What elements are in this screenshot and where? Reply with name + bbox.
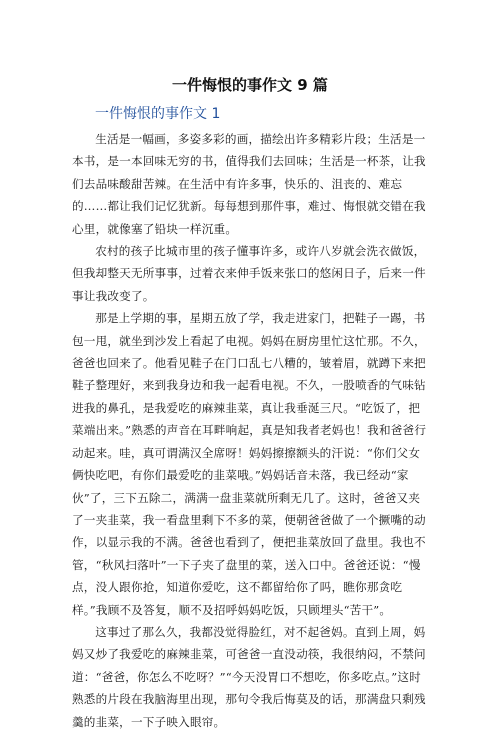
document-body: [72, 128, 427, 733]
paragraph: 农村的孩子比城市里的孩子懂事许多，或许八岁就会洗衣做饭，但我却整天无所事事，过着衣来伸手饭来张口的悠闲日子，后来一件事让我改变了。: [72, 244, 426, 303]
paragraph: 这事过了那么久，我都没觉得脸红，对不起爸妈。直到上周，妈妈又炒了我爱吃的麻辣韭菜，可爸爸一直没动筷，我很纳闷，不禁问道：“爸爸，你怎么不吃呀？”“今天没胃口不想吃，你多吃点。”这时熟悉的片段在我脑海里出现，那句令我后悔莫及的话，那满盘只剩残羹的韭菜，一下子映入眼帘。: [72, 624, 426, 729]
paragraph: 生活是一幅画，多姿多彩的画，描绘出许多精彩片段；生活是一本书，是一本回味无穷的书，值得我们去回味；生活是一杯茶，让我们去品味酸甜苦辣。在生活中有许多事，快乐的、沮丧的、难忘的……都让我们记忆犹新。每每想到那件事，难过、悔恨就交错在我心里，就像塞了铅块一样沉重。: [72, 132, 426, 236]
paragraph: 那是上学期的事，星期五放了学，我走进家门，把鞋子一踢，书包一甩，就坐到沙发上看起了电视。妈妈在厨房里忙这忙那。不久，爸爸也回来了。他看见鞋子在门口乱七八糟的，皱着眉，就蹲下来把鞋子整理好，来到我身边和我一起看电视。不久，一股喷香的气味钻进我的鼻孔，是我爱吃的麻辣韭菜，真让我垂涎三尺。“吃饭了，把菜端出来。”熟悉的声音在耳畔响起，真是知我者老妈也！我和爸爸行动起来。哇，真可谓满汉全席呀！妈妈擦擦额头的汗说：“你们父女俩快吃吧，有你们最爱吃的韭菜哦。”妈妈话音未落，我已经动“家伙”了，三下五除二，满满一盘韭菜就所剩无几了。这时，爸爸又夹了一夹韭菜，我一看盘里剩下不多的菜，便朝爸爸做了一个撅嘴的动作，以显示我的不满。爸爸也看到了，便把韭菜放回了盘里。我也不管，“秋风扫落叶”一下子夹了盘里的菜，送入口中。爸爸还说：“慢点，没人跟你抢，知道你爱吃，这不都留给你了吗，瞧你那贪吃样。”我顾不及答复，顺不及招呼妈妈吃饭，只顾埋头“苦干”。: [72, 311, 427, 617]
document-title: 一件悔恨的事作文 9 篇: [172, 76, 328, 94]
section-heading: 一件悔恨的事作文 1: [95, 106, 221, 122]
